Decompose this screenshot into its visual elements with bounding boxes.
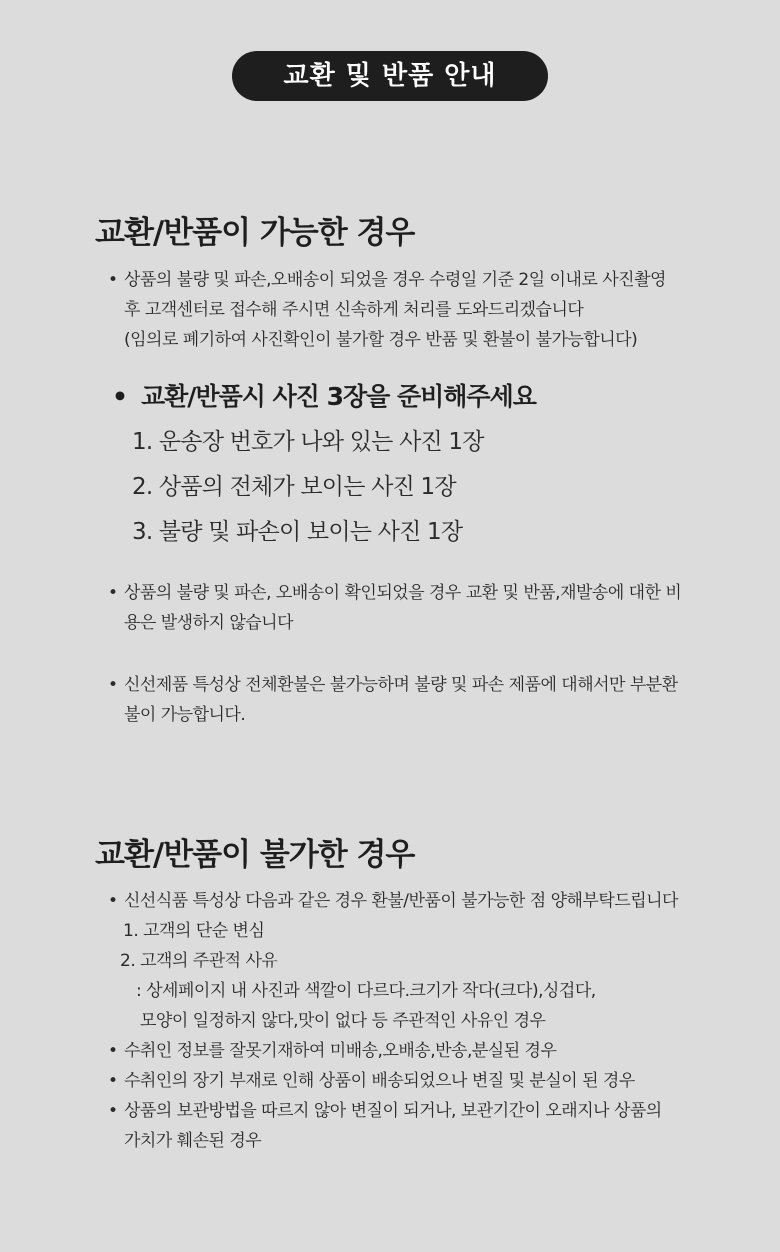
bullet-dot: • (108, 891, 118, 911)
bullet-dot: • (108, 1041, 118, 1061)
text-line: 상품의 보관방법을 따르지 않아 변질이 되거나, 보관기간이 오래지나 상품의 (124, 1101, 662, 1121)
sub-item-detail: 모양이 일정하지 않다,맛이 없다 등 주관적인 사유인 경우 (140, 1011, 546, 1031)
text-line: 수취인의 장기 부재로 인해 상품이 배송되었으나 변질 및 분실이 된 경우 (124, 1071, 635, 1091)
sub-item-detail: : 상세페이지 내 사진과 색깔이 다르다.크기가 작다(크다),싱겁다, (136, 981, 596, 1001)
text-line: 불이 가능합니다. (124, 705, 246, 725)
bullet-partial-refund (108, 670, 708, 730)
text-line: 용은 발생하지 않습니다 (124, 613, 294, 633)
page-title-banner: 교환 및 반품 안내 (232, 51, 548, 101)
text-line: 신선식품 특성상 다음과 같은 경우 환불/반품이 불가능한 점 양해부탁드립니다 (124, 891, 678, 911)
bullet-absence (108, 1066, 708, 1096)
photo-step: 1. 운송장 번호가 나와 있는 사진 1장 (132, 429, 484, 455)
text-line: 수취인 정보를 잘못기재하여 미배송,오배송,반송,분실된 경우 (124, 1041, 557, 1061)
bullet-dot: • (108, 1101, 118, 1121)
sub-item-subjective-reason: 2. 고객의 주관적 사유 (120, 951, 278, 971)
text-line: 상품의 불량 및 파손,오배송이 되었을 경우 수령일 기준 2일 이내로 사진촬영 (124, 270, 666, 290)
photo-step: 2. 상품의 전체가 보이는 사진 1장 (132, 474, 456, 500)
bullet-cost-notice (108, 578, 708, 638)
photo-step: 3. 불량 및 파손이 보이는 사진 1장 (132, 519, 463, 545)
bullet-dot: • (108, 675, 118, 695)
bullet-wrong-info (108, 1036, 708, 1066)
section-heading-exchange-impossible: 교환/반품이 불가한 경우 (95, 837, 415, 873)
text-line: 상품의 불량 및 파손, 오배송이 확인되었을 경우 교환 및 반품,재발송에 대한 비 (124, 583, 682, 603)
bullet-dot: • (108, 1071, 118, 1091)
sub-item-change-of-mind: 1. 고객의 단순 변심 (123, 921, 265, 941)
text-line: 후 고객센터로 접수해 주시면 신속하게 처리를 도와드리겠습니다 (124, 300, 584, 320)
bullet-dot: • (112, 382, 127, 411)
photo-steps-list (132, 424, 484, 559)
text-line: 신선제품 특성상 전체환불은 불가능하며 불량 및 파손 제품에 대해서만 부분환 (124, 675, 678, 695)
text-line: 가치가 훼손된 경우 (124, 1131, 262, 1151)
bullet-fresh-food (108, 886, 708, 916)
bullet-dot: • (108, 583, 118, 603)
bullet-defect-notice (108, 265, 708, 355)
bullet-dot: • (108, 270, 118, 290)
text-line: (임의로 폐기하여 사진확인이 불가할 경우 반품 및 환불이 불가능합니다) (124, 330, 638, 350)
section-heading-exchange-possible: 교환/반품이 가능한 경우 (95, 215, 415, 251)
photo-notice-text: 교환/반품시 사진 3장을 준비해주세요 (140, 382, 536, 411)
photo-notice-title (112, 377, 536, 413)
bullet-storage (108, 1096, 708, 1156)
